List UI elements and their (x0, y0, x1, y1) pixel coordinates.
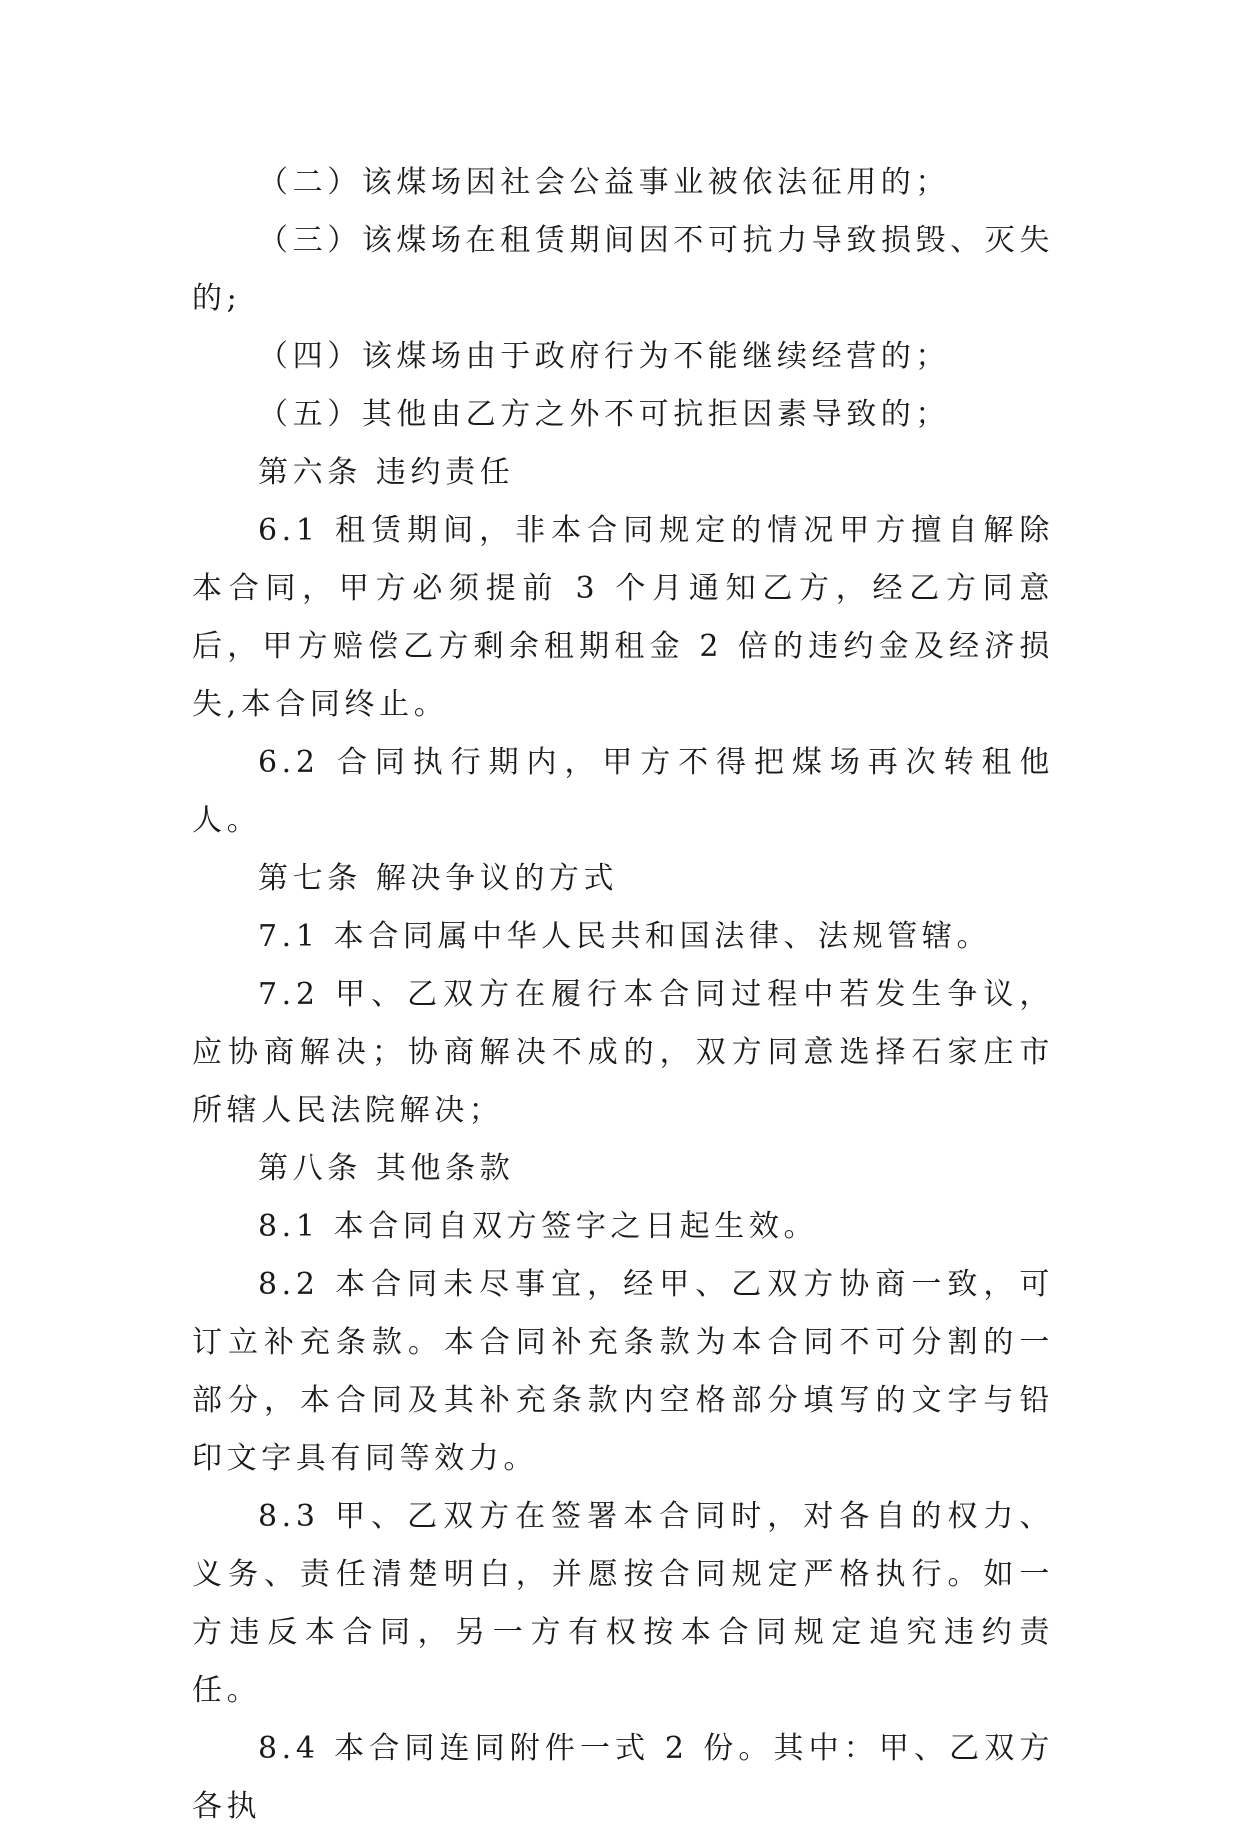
clause-item-2: （二）该煤场因社会公益事业被依法征用的； (258, 165, 950, 200)
clause-8-4: 8.4 本合同连同附件一式 2 份。其中：甲、乙双方各执 (192, 1731, 1054, 1824)
clause-8-2: 8.2 本合同未尽事宜，经甲、乙双方协商一致，可订立补充条款。本合同补充条款为本合同不可分割的一部分，本合同及其补充条款内空格部分填写的文字与铅印文字具有同等效力。 (192, 1267, 1054, 1476)
article-6-heading: 第六条 违约责任 (258, 455, 515, 490)
clause-6-1: 6.1 租赁期间，非本合同规定的情况甲方擅自解除本合同，甲方必须提前 3 个月通知乙方，经乙方同意后，甲方赔偿乙方剩余租期租金 2 倍的违约金及经济损失,本合同终止。 (192, 513, 1054, 722)
clause-8-1: 8.1 本合同自双方签字之日起生效。 (258, 1209, 819, 1244)
clause-item-3: （三）该煤场在租赁期间因不可抗力导致损毁、灭失的; (192, 223, 1054, 316)
article-8-heading: 第八条 其他条款 (258, 1151, 515, 1186)
clause-6-2: 6.2 合同执行期内，甲方不得把煤场再次转租他人。 (192, 745, 1054, 838)
article-7-heading: 第七条 解决争议的方式 (258, 861, 619, 896)
clause-item-4: （四）该煤场由于政府行为不能继续经营的； (258, 339, 950, 374)
clause-7-1: 7.1 本合同属中华人民共和国法律、法规管辖。 (258, 919, 992, 954)
clause-8-3: 8.3 甲、乙双方在签署本合同时，对各自的权力、义务、责任清楚明白，并愿按合同规定严格执行。如一方违反本合同，另一方有权按本合同规定追究违约责任。 (192, 1499, 1054, 1708)
clause-7-2: 7.2 甲、乙双方在履行本合同过程中若发生争议，应协商解决；协商解决不成的，双方同意选择石家庄市所辖人民法院解决； (192, 977, 1054, 1128)
clause-item-5: （五）其他由乙方之外不可抗拒因素导致的； (258, 397, 950, 432)
document-body (192, 154, 1054, 1836)
